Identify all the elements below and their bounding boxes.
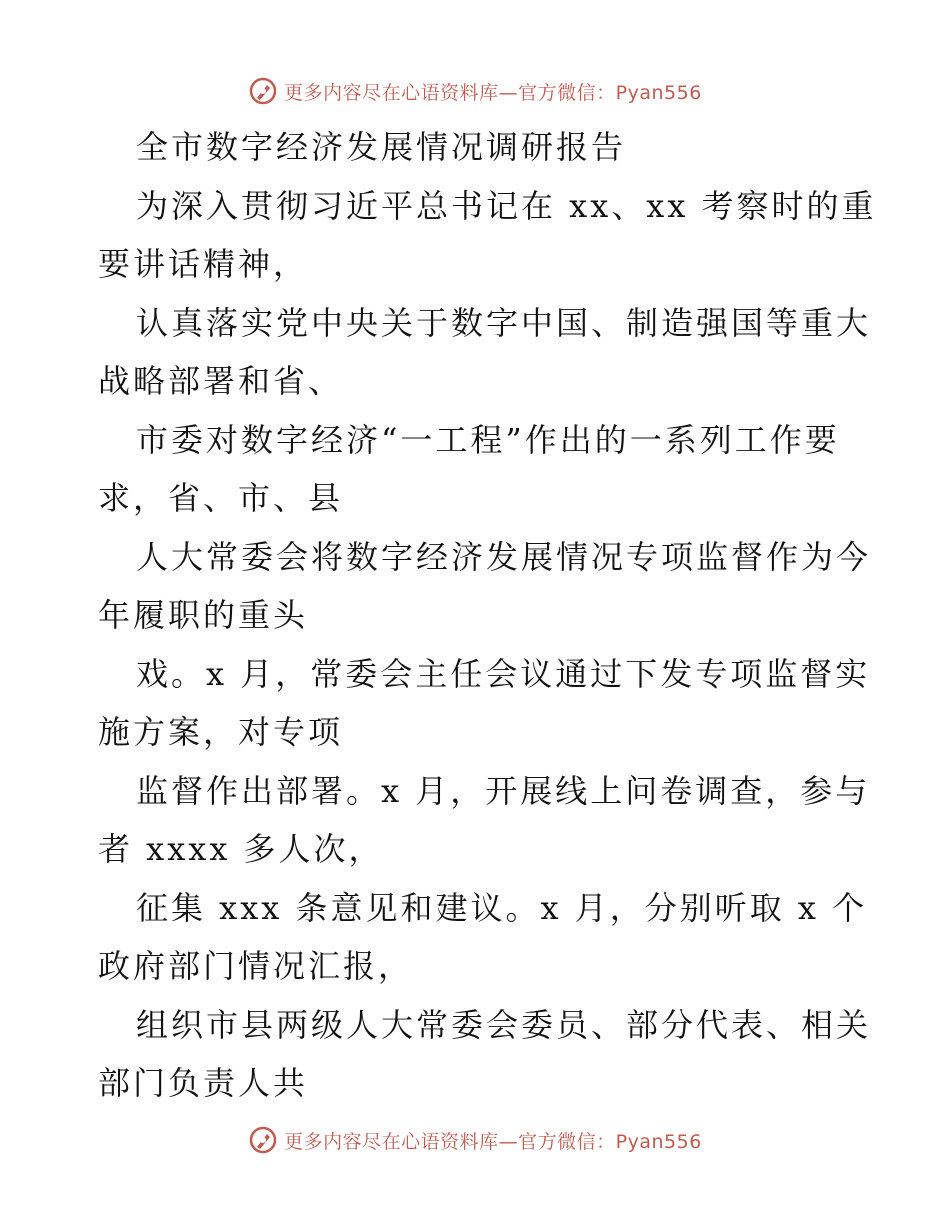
paragraph-line: 戏。x 月，常委会主任会议通过下发专项监督实 — [136, 654, 871, 693]
paragraph-line: 征集 xxx 条意见和建议。x 月，分别听取 x 个 — [136, 888, 868, 927]
watermark-text: 更多内容尽在心语资料库—官方微信：Pyan556 — [284, 1130, 702, 1153]
document-title: 全市数字经济发展情况调研报告 — [136, 128, 627, 166]
document-body — [98, 118, 877, 1113]
paragraph-line: 市委对数字经济“一工程”作出的一系列工作要 — [136, 420, 840, 459]
paragraph-line: 为深入贯彻习近平总书记在 xx、xx 考察时的重 — [136, 186, 877, 225]
footer-watermark — [0, 1120, 950, 1160]
paragraph-line: 监督作出部署。x 月，开展线上问卷调查，参与 — [136, 771, 871, 810]
paragraph-line: 组织市县两级人大常委会委员、部分代表、相关 — [136, 1005, 872, 1044]
watermark-text: 更多内容尽在心语资料库—官方微信：Pyan556 — [284, 81, 702, 104]
pen-logo-icon — [248, 1125, 278, 1155]
paragraph-line: 人大常委会将数字经济发展情况专项监督作为今 — [136, 537, 872, 576]
paragraph-line: 施方案，对专项 — [98, 713, 344, 751]
paragraph-line: 战略部署和省、 — [98, 362, 344, 400]
pen-logo-icon — [248, 76, 278, 106]
paragraph-line: 政府部门情况汇报， — [98, 947, 414, 985]
paragraph-line: 者 xxxx 多人次， — [98, 830, 384, 868]
paragraph-line: 求，省、市、县 — [98, 479, 344, 517]
paragraph-line: 年履职的重头 — [98, 596, 309, 634]
header-watermark — [0, 71, 950, 111]
paragraph-line: 要讲话精神， — [98, 245, 309, 283]
paragraph-line: 部门负责人共 — [98, 1064, 309, 1102]
paragraph-line: 认真落实党中央关于数字中国、制造强国等重大 — [136, 303, 872, 342]
